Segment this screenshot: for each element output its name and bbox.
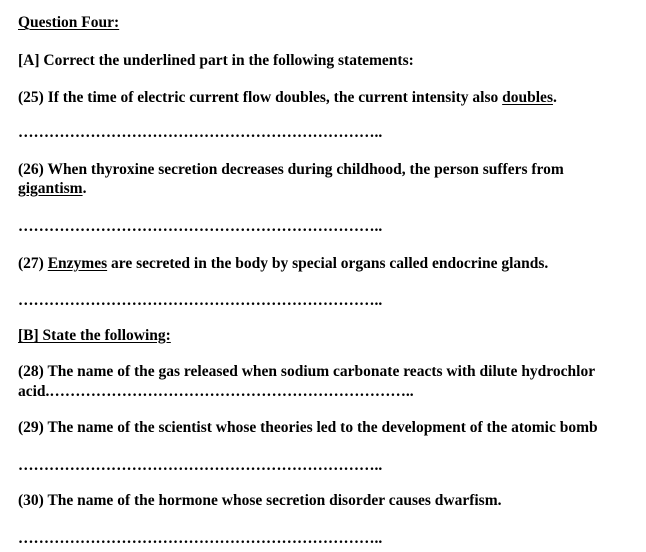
- statement-text: The name of the scientist whose theories led to the development of the atomic bomb: [47, 419, 598, 436]
- item-number: (28): [18, 363, 44, 380]
- section-a-heading: [A] Correct the underlined part in the following statements:: [18, 52, 414, 69]
- item-number: (25): [18, 89, 44, 106]
- item-number: (26): [18, 161, 44, 178]
- statement-29: [18, 419, 598, 437]
- answer-line-28[interactable]: acid.……………………………………………………………..: [18, 383, 414, 400]
- answer-line-27[interactable]: ……………………………………………………………..: [18, 292, 383, 309]
- statement-text: When thyroxine secretion decreases during childhood, the person suffers from: [47, 161, 564, 178]
- statement-text: The name of the hormone whose secretion disorder causes dwarfism.: [47, 492, 502, 509]
- item-number: (30): [18, 492, 44, 509]
- answer-line-30[interactable]: ……………………………………………………………..: [18, 530, 383, 547]
- item-number: (27): [18, 255, 44, 272]
- statement-26: [18, 161, 564, 179]
- question-title: Question Four:: [18, 14, 120, 31]
- underlined-term: doubles: [502, 89, 553, 106]
- statement-28: [18, 363, 595, 381]
- statement-end: .: [552, 89, 557, 106]
- underlined-term: Enzymes: [47, 255, 108, 272]
- answer-line-26[interactable]: ……………………………………………………………..: [18, 218, 383, 235]
- answer-line-25[interactable]: ……………………………………………………………..: [18, 124, 383, 141]
- statement-27: [18, 255, 548, 273]
- statement-25: [18, 89, 557, 107]
- statement-end: .: [82, 180, 87, 197]
- section-b-heading: [B] State the following:: [18, 327, 171, 344]
- statement-text: The name of the gas released when sodium carbonate reacts with dilute hydrochlor: [47, 363, 596, 380]
- statement-30: [18, 492, 502, 510]
- item-number: (29): [18, 419, 44, 436]
- statement-text: If the time of electric current flow doubles, the current intensity also: [47, 89, 503, 106]
- statement-text: are secreted in the body by special organs called endocrine glands.: [107, 255, 549, 272]
- underlined-term: gigantism: [18, 180, 83, 197]
- answer-line-29[interactable]: ……………………………………………………………..: [18, 457, 383, 474]
- statement-26-continuation: [18, 180, 86, 198]
